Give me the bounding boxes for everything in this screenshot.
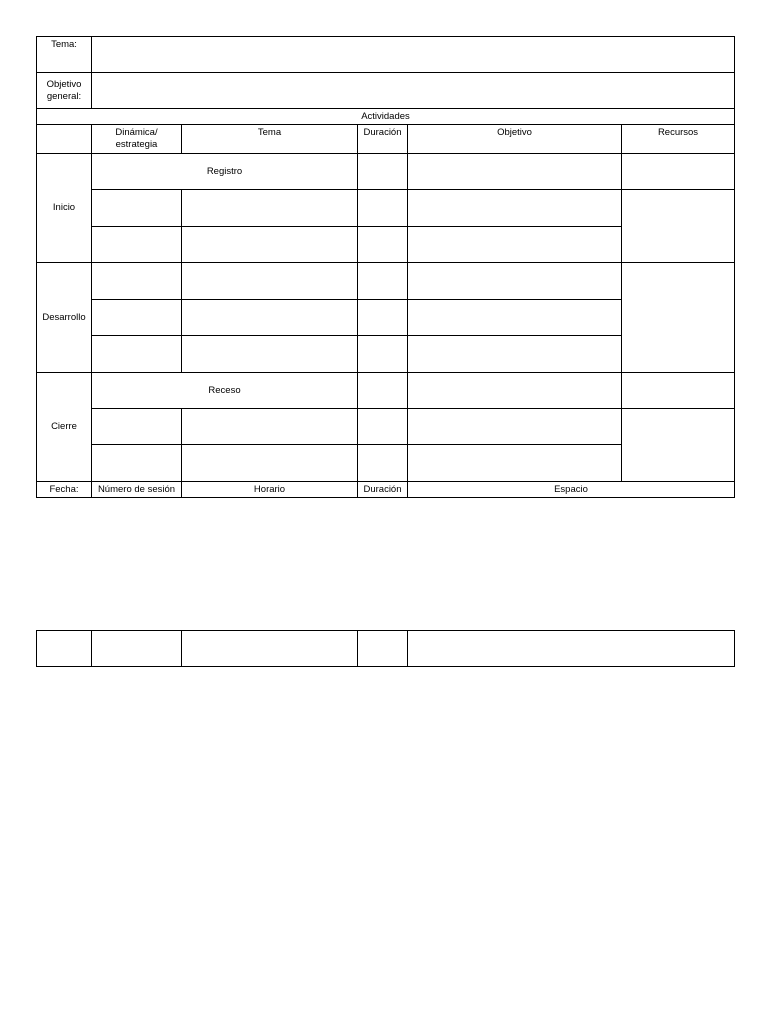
table-cell (622, 154, 735, 190)
table-cell (182, 336, 358, 373)
table-cell (408, 300, 622, 336)
table-cell (92, 227, 182, 263)
inicio-label: Inicio (37, 154, 92, 263)
table-cell (358, 373, 408, 409)
tema-label: Tema: (37, 37, 92, 73)
table-cell (358, 336, 408, 373)
espacio-field (408, 631, 735, 667)
table-cell (358, 154, 408, 190)
objetivo-general-label: Objetivo general: (37, 73, 92, 109)
session-info-row-table (36, 630, 735, 667)
desarrollo-label: Desarrollo (37, 263, 92, 373)
table-cell (92, 263, 182, 300)
numero-sesion-field (92, 631, 182, 667)
horario-field (182, 631, 358, 667)
table-cell (408, 373, 622, 409)
table-cell (622, 190, 735, 263)
table-cell (182, 409, 358, 445)
receso-cell: Receso (92, 373, 358, 409)
table-cell (358, 445, 408, 482)
table-cell (92, 190, 182, 227)
tema-field (92, 37, 735, 73)
table-cell (408, 263, 622, 300)
table-cell (182, 300, 358, 336)
table-cell (408, 190, 622, 227)
table-cell (92, 409, 182, 445)
table-cell (92, 336, 182, 373)
table-cell (182, 190, 358, 227)
numero-sesion-label: Número de sesión (92, 482, 182, 498)
duracion-field (358, 631, 408, 667)
table-cell (408, 227, 622, 263)
table-cell (182, 227, 358, 263)
table-cell (358, 409, 408, 445)
table-cell (358, 263, 408, 300)
table-cell (408, 409, 622, 445)
table-cell (622, 263, 735, 373)
duracion-footer-label: Duración (358, 482, 408, 498)
table-cell (408, 154, 622, 190)
table-cell (92, 300, 182, 336)
recursos-header: Recursos (622, 125, 735, 154)
fecha-field (37, 631, 92, 667)
table-cell (358, 300, 408, 336)
table-cell (622, 373, 735, 409)
actividades-header: Actividades (37, 109, 735, 125)
table-cell (358, 190, 408, 227)
espacio-label: Espacio (408, 482, 735, 498)
table-cell (408, 445, 622, 482)
objetivo-general-field (92, 73, 735, 109)
dinamica-header: Dinámica/ estrategia (92, 125, 182, 154)
table-cell (182, 263, 358, 300)
cierre-label: Cierre (37, 373, 92, 482)
table-cell (408, 336, 622, 373)
registro-cell: Registro (92, 154, 358, 190)
table-cell (358, 227, 408, 263)
session-plan-table (36, 36, 735, 498)
tema-header: Tema (182, 125, 358, 154)
blank-header-cell (37, 125, 92, 154)
fecha-label: Fecha: (37, 482, 92, 498)
objetivo-header: Objetivo (408, 125, 622, 154)
horario-label: Horario (182, 482, 358, 498)
table-cell (182, 445, 358, 482)
duracion-header: Duración (358, 125, 408, 154)
table-cell (622, 409, 735, 482)
table-cell (92, 445, 182, 482)
